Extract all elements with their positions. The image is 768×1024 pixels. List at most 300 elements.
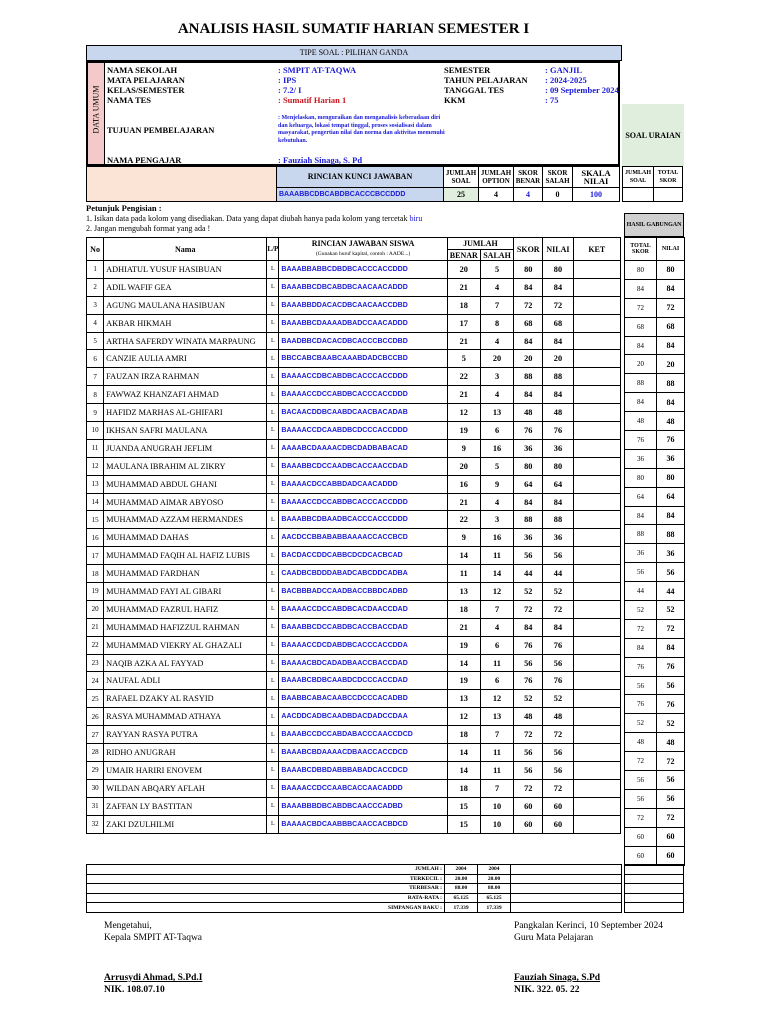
pengajar-value[interactable]: : Fauziah Sinaga, S. Pd (278, 155, 363, 165)
student-name[interactable]: MUHAMMAD AZZAM HERMANDES (104, 511, 267, 529)
uraian-jumlah-value[interactable] (622, 187, 654, 202)
student-name[interactable]: MUHAMMAD FAZRUL HAFIZ (104, 600, 267, 618)
student-name[interactable]: RAFAEL DZAKY AL RASYID (104, 690, 267, 708)
nilai-gabungan-value: 48 (657, 412, 685, 431)
table-row (87, 511, 621, 529)
col-total-skor: TOTAL SKOR (625, 238, 657, 261)
col-no: No (87, 238, 104, 261)
nilai-value: 52 (543, 690, 573, 708)
skor-value: 52 (514, 690, 543, 708)
student-name[interactable]: ZAKI DZULHILMI (104, 815, 267, 833)
student-lp[interactable]: L (267, 636, 279, 654)
table-row (87, 797, 621, 815)
student-answers[interactable]: BACDACCDDCABBCDCDCACBCAD (279, 547, 447, 565)
benar-count: 14 (447, 547, 480, 565)
student-lp[interactable]: L (267, 565, 279, 583)
skor-value: 80 (514, 457, 543, 475)
nilai-gabungan-value: 84 (657, 638, 685, 657)
student-name[interactable]: ADIL WAFIF GEA (104, 278, 267, 296)
stats-label: JUMLAH : (87, 865, 445, 875)
ket-cell[interactable] (573, 350, 620, 368)
student-name[interactable]: MAULANA IBRAHIM AL ZIKRY (104, 457, 267, 475)
skor-value: 60 (514, 815, 543, 833)
ket-cell[interactable] (573, 547, 620, 565)
student-lp[interactable]: L (267, 296, 279, 314)
side-row (625, 317, 685, 336)
side-row (625, 412, 685, 431)
col-nilai: NILAI (543, 238, 573, 261)
ket-cell[interactable] (573, 314, 620, 332)
student-answers[interactable]: BAAAACCDCCABDBCACDAACCDAD (279, 600, 447, 618)
student-answers[interactable]: AACDCCBBABABBAAAACCACCBCD (279, 529, 447, 547)
row-no: 24 (87, 672, 104, 690)
student-name[interactable]: RAYYAN RASYA PUTRA (104, 726, 267, 744)
salah-count: 6 (480, 422, 513, 440)
salah-count: 8 (480, 314, 513, 332)
kkm-value[interactable]: : 75 (545, 95, 559, 105)
stats-skor: 17.339 (445, 903, 478, 913)
total-skor-value: 56 (625, 563, 657, 582)
side-row (625, 771, 685, 790)
student-name[interactable]: FAUZAN IRZA RAHMAN (104, 368, 267, 386)
side-row (625, 431, 685, 450)
total-skor-value: 80 (625, 261, 657, 280)
student-lp[interactable]: L (267, 457, 279, 475)
row-no: 21 (87, 618, 104, 636)
side-row (625, 544, 685, 563)
benar-count: 21 (447, 386, 480, 404)
side-row (625, 525, 685, 544)
stats-nilai: 17.339 (478, 903, 511, 913)
table-row (87, 296, 621, 314)
row-no: 15 (87, 511, 104, 529)
ket-cell[interactable] (573, 761, 620, 779)
nilai-gabungan-value: 72 (657, 808, 685, 827)
nilai-gabungan-value: 20 (657, 355, 685, 374)
student-answers[interactable]: BAAABCDBBDABBBABADCACCDCD (279, 761, 447, 779)
side-row (625, 619, 685, 638)
salah-count: 7 (480, 726, 513, 744)
stats-row (87, 893, 622, 903)
nilai-gabungan-value: 36 (657, 544, 685, 563)
nilai-gabungan-value: 84 (657, 336, 685, 355)
student-answers[interactable]: BAAABBABBCDBDBCACCCACCDDD (279, 261, 447, 279)
student-lp[interactable]: L (267, 726, 279, 744)
ket-cell[interactable] (573, 583, 620, 601)
petunjuk-section (86, 203, 422, 234)
student-name[interactable]: RASYA MUHAMMAD ATHAYA (104, 708, 267, 726)
ket-cell[interactable] (573, 565, 620, 583)
tanggal-value[interactable]: : 09 September 2024 (545, 85, 619, 95)
col-rincian-label: RINCIAN JAWABAN SISWA (311, 239, 415, 248)
stats-side-cell (625, 874, 684, 884)
petunjuk-item-1: 1. Isikan data pada kolom yang disediakan. Data yang dapat diubah hanya pada kolom yang tercetak (86, 214, 410, 223)
stats-side-cell (625, 893, 684, 903)
tujuan-label: TUJUAN PEMBELAJARAN (107, 125, 215, 135)
tes-value[interactable]: : Sumatif Harian 1 (278, 95, 347, 105)
total-skor-value: 48 (625, 733, 657, 752)
side-row (625, 468, 685, 487)
total-skor-value: 88 (625, 374, 657, 393)
student-answers[interactable]: BAAAACCDCCABDBCACCCACCDDD (279, 386, 447, 404)
student-name[interactable]: MUHAMMAD ABDUL GHANI (104, 475, 267, 493)
nilai-gabungan-value: 36 (657, 449, 685, 468)
side-row (625, 582, 685, 601)
student-lp[interactable]: L (267, 600, 279, 618)
salah-count: 6 (480, 672, 513, 690)
tanggal-label: TANGGAL TES (444, 85, 504, 95)
student-name[interactable]: FAWWAZ KHANZAFI AHMAD (104, 386, 267, 404)
student-name[interactable]: ARTHA SAFERDY WINATA MARPAUNG (104, 332, 267, 350)
student-answers[interactable]: BAADBBCDACACDBCACCCBCCDBD (279, 332, 447, 350)
kunci-jawaban-section (86, 166, 679, 202)
uraian-total-value[interactable] (653, 187, 683, 202)
ket-cell[interactable] (573, 457, 620, 475)
row-no: 10 (87, 422, 104, 440)
student-answers[interactable]: BAAABBBDBCABDBCAACCCADBD (279, 797, 447, 815)
student-lp[interactable]: L (267, 547, 279, 565)
skala-nilai-value[interactable]: 100 (572, 187, 620, 202)
total-skor-value: 60 (625, 846, 657, 865)
student-name[interactable]: MUHAMMAD FAQIH AL HAFIZ LUBIS (104, 547, 267, 565)
nilai-gabungan-value: 56 (657, 676, 685, 695)
kelas-value[interactable]: : 7.2/ I (278, 85, 302, 95)
skor-value: 76 (514, 672, 543, 690)
nama-sekolah-value[interactable]: : SMPIT AT-TAQWA (278, 65, 357, 75)
ket-cell[interactable] (573, 815, 620, 833)
row-no: 25 (87, 690, 104, 708)
student-lp[interactable]: L (267, 797, 279, 815)
student-answers[interactable]: AAAABCDAAAACDBCDADBABACAD (279, 439, 447, 457)
student-lp[interactable]: L (267, 583, 279, 601)
skor-value: 48 (514, 708, 543, 726)
student-answers[interactable]: CAADBCBDDDABADCABCDDCADBA (279, 565, 447, 583)
ket-cell[interactable] (573, 654, 620, 672)
ket-cell[interactable] (573, 708, 620, 726)
total-skor-value: 72 (625, 298, 657, 317)
student-name[interactable]: CANZIE AULIA AMRI (104, 350, 267, 368)
side-row (625, 298, 685, 317)
total-skor-value: 56 (625, 789, 657, 808)
ket-cell[interactable] (573, 600, 620, 618)
ket-cell[interactable] (573, 690, 620, 708)
student-answers[interactable]: BACAACDDBCAABDCAACBACADAB (279, 404, 447, 422)
row-no: 18 (87, 565, 104, 583)
student-lp[interactable]: L (267, 493, 279, 511)
skor-value: 48 (514, 404, 543, 422)
nilai-value: 72 (543, 296, 573, 314)
benar-count: 19 (447, 422, 480, 440)
total-skor-value: 84 (625, 336, 657, 355)
benar-count: 13 (447, 583, 480, 601)
student-answers[interactable]: BAAAACCDCCAABCACCAACADDD (279, 779, 447, 797)
student-lp[interactable]: L (267, 815, 279, 833)
row-no: 3 (87, 296, 104, 314)
table-row (87, 815, 621, 833)
table-row (87, 726, 621, 744)
student-answers[interactable]: BAAABBCDBAADBCACCCACCCDDD (279, 511, 447, 529)
nilai-gabungan-value: 72 (657, 752, 685, 771)
student-answers[interactable]: BAAABCBDAAAACDBAACCACCDCD (279, 744, 447, 762)
student-lp[interactable]: L (267, 511, 279, 529)
student-name[interactable]: IKHSAN SAFRI MAULANA (104, 422, 267, 440)
row-no: 29 (87, 761, 104, 779)
salah-count: 7 (480, 296, 513, 314)
student-answers[interactable]: BBCCABCBAABCAAABDADCBCCBD (279, 350, 447, 368)
student-lp[interactable]: L (267, 314, 279, 332)
side-row (625, 393, 685, 412)
student-lp[interactable]: L (267, 350, 279, 368)
nilai-gabungan-value: 72 (657, 298, 685, 317)
ket-cell[interactable] (573, 332, 620, 350)
student-answers[interactable]: BAAABCCDCCABDABACCCAACCDCD (279, 726, 447, 744)
col-jumlah: JUMLAH (447, 238, 513, 250)
table-row (87, 404, 621, 422)
student-answers[interactable]: BAAABBCDCCAADBCACCAACCDAD (279, 457, 447, 475)
stats-side-cell (625, 865, 684, 875)
student-lp[interactable]: L (267, 475, 279, 493)
row-no: 17 (87, 547, 104, 565)
nilai-value: 84 (543, 493, 573, 511)
stats-row (87, 874, 622, 884)
student-name[interactable]: NAQIB AZKA AL FAYYAD (104, 654, 267, 672)
student-lp[interactable]: L (267, 422, 279, 440)
student-lp[interactable]: L (267, 654, 279, 672)
student-lp[interactable]: L (267, 744, 279, 762)
student-lp[interactable]: L (267, 332, 279, 350)
student-answers[interactable]: BAAAACBDCAABBBCAACCACBDCD (279, 815, 447, 833)
student-lp[interactable]: L (267, 386, 279, 404)
student-answers[interactable]: BAAAACBDCADADBAACCBACCDAD (279, 654, 447, 672)
stats-skor: 88.00 (445, 884, 478, 894)
student-name[interactable]: ADHIATUL YUSUF HASIBUAN (104, 261, 267, 279)
row-no: 11 (87, 439, 104, 457)
student-answers[interactable]: BAAABBCDCCABDBCACCBACCDAD (279, 618, 447, 636)
student-answers[interactable]: BAAABCBDBCAABDCDCCCACCDAD (279, 672, 447, 690)
student-name[interactable]: MUHAMMAD FARDHAN (104, 565, 267, 583)
skor-value: 60 (514, 797, 543, 815)
student-name[interactable]: MUHAMMAD HAFIZZUL RAHMAN (104, 618, 267, 636)
semester-value[interactable]: : GANJIL (545, 65, 583, 75)
salah-count: 11 (480, 547, 513, 565)
ket-cell[interactable] (573, 726, 620, 744)
table-row (87, 618, 621, 636)
student-lp[interactable]: L (267, 708, 279, 726)
ket-cell[interactable] (573, 368, 620, 386)
nilai-value: 44 (543, 565, 573, 583)
mapel-value[interactable]: : IPS (278, 75, 297, 85)
side-row (625, 563, 685, 582)
statistics-table (86, 864, 622, 913)
ket-cell[interactable] (573, 511, 620, 529)
table-row (87, 583, 621, 601)
student-answers[interactable]: BAAAACCDCAABDBCDCCCACCDDD (279, 422, 447, 440)
ket-cell[interactable] (573, 296, 620, 314)
student-answers[interactable]: BAAAACCDCDABDBCACCCACCDDA (279, 636, 447, 654)
table-row (87, 600, 621, 618)
student-name[interactable]: MUHAMMAD DAHAS (104, 529, 267, 547)
side-row (625, 355, 685, 374)
ket-cell[interactable] (573, 493, 620, 511)
ket-cell[interactable] (573, 636, 620, 654)
student-name[interactable]: MUHAMMAD VIEKRY AL GHAZALI (104, 636, 267, 654)
student-name[interactable]: WILDAN ABQARY AFLAH (104, 779, 267, 797)
student-answers[interactable]: AACDDCADBCAADBDACDADCCDAA (279, 708, 447, 726)
kunci-label: RINCIAN KUNCI JAWABAN (276, 166, 444, 188)
tujuan-value[interactable]: : Menjelaskan, menguraikan dan menganalisis keberadaan diri dan keluarga, lokasi tempat tinggal, proses sosialisasi dalam masyarakat, pengertian nilai dan norma dan aktivitas memenuhi kebutuhan. (278, 115, 445, 144)
benar-count: 18 (447, 296, 480, 314)
ket-cell[interactable] (573, 744, 620, 762)
salah-count: 10 (480, 815, 513, 833)
skor-value: 84 (514, 493, 543, 511)
row-no: 32 (87, 815, 104, 833)
row-no: 5 (87, 332, 104, 350)
student-name[interactable]: MUHAMMAD FAYI AL GIBARI (104, 583, 267, 601)
ket-cell[interactable] (573, 439, 620, 457)
student-lp[interactable]: L (267, 278, 279, 296)
student-name[interactable]: JUANDA ANUGRAH JEFLIM (104, 439, 267, 457)
student-answers[interactable]: BAAABBDDACACDBCAACAACCDBD (279, 296, 447, 314)
total-skor-value: 20 (625, 355, 657, 374)
table-row (87, 565, 621, 583)
tahun-value[interactable]: : 2024-2025 (545, 75, 587, 85)
benar-count: 14 (447, 744, 480, 762)
total-skor-value: 52 (625, 601, 657, 620)
student-answers[interactable]: BAAAACCDBCABDBCACCCACCDDD (279, 368, 447, 386)
student-lp[interactable]: L (267, 404, 279, 422)
mapel-label: MATA PELAJARAN (107, 75, 185, 85)
total-skor-value: 80 (625, 468, 657, 487)
student-name[interactable]: MUHAMMAD AIMAR ABYOSO (104, 493, 267, 511)
student-answers[interactable]: BACBBBADCCAADBACCBBDCADBD (279, 583, 447, 601)
salah-count: 10 (480, 797, 513, 815)
side-row (625, 714, 685, 733)
table-row (87, 744, 621, 762)
skor-value: 56 (514, 744, 543, 762)
student-lp[interactable]: L (267, 779, 279, 797)
student-name[interactable]: HAFIDZ MARHAS AL-GHIFARI (104, 404, 267, 422)
col-benar: BENAR (447, 250, 480, 261)
benar-count: 16 (447, 475, 480, 493)
student-lp[interactable]: L (267, 618, 279, 636)
salah-count: 3 (480, 511, 513, 529)
student-lp[interactable]: L (267, 690, 279, 708)
student-lp[interactable]: L (267, 261, 279, 279)
student-answers[interactable]: BAAABBCDAAAADBADCCAACADDD (279, 314, 447, 332)
total-skor-value: 36 (625, 544, 657, 563)
ket-cell[interactable] (573, 475, 620, 493)
student-lp[interactable]: L (267, 368, 279, 386)
nilai-value: 20 (543, 350, 573, 368)
side-row (625, 846, 685, 865)
benar-count: 11 (447, 565, 480, 583)
salah-count: 6 (480, 636, 513, 654)
ket-cell[interactable] (573, 672, 620, 690)
stats-label: SIMPANGAN BAKU : (87, 903, 445, 913)
ket-cell[interactable] (573, 797, 620, 815)
pengajar-label: NAMA PENGAJAR (107, 155, 182, 165)
total-skor-value: 84 (625, 393, 657, 412)
jumlah-option-value[interactable]: 4 (478, 187, 514, 202)
total-skor-value: 76 (625, 657, 657, 676)
nilai-value: 72 (543, 726, 573, 744)
student-lp[interactable]: L (267, 439, 279, 457)
table-row (87, 636, 621, 654)
row-no: 31 (87, 797, 104, 815)
nilai-gabungan-value: 84 (657, 393, 685, 412)
salah-count: 20 (480, 350, 513, 368)
sign-right-nik: NIK. 322. 05. 22 (514, 985, 580, 995)
skor-value: 44 (514, 565, 543, 583)
skor-value: 72 (514, 296, 543, 314)
side-row (625, 261, 685, 280)
stats-skor: 2004 (445, 865, 478, 875)
benar-count: 22 (447, 368, 480, 386)
salah-count: 4 (480, 386, 513, 404)
table-row (87, 386, 621, 404)
col-rincian (279, 238, 447, 261)
h-uraian-jumlah: JUMLAH SOAL (622, 166, 654, 188)
nilai-value: 36 (543, 439, 573, 457)
student-lp[interactable]: L (267, 529, 279, 547)
petunjuk-item-2: 2. Jangan mengubah format yang ada ! (86, 224, 211, 233)
nilai-gabungan-value: 68 (657, 317, 685, 336)
ket-cell[interactable] (573, 278, 620, 296)
kkm-label: KKM (444, 95, 466, 105)
student-name[interactable]: ZAFFAN LY BASTITAN (104, 797, 267, 815)
student-name[interactable]: AKBAR HIKMAH (104, 314, 267, 332)
student-answers[interactable]: BAAABBCDBCABDBCAACAACADDD (279, 278, 447, 296)
ket-cell[interactable] (573, 618, 620, 636)
row-no: 23 (87, 654, 104, 672)
skor-benar-value[interactable]: 4 (513, 187, 543, 202)
student-name[interactable]: UMAIR HARIRI ENOVEM (104, 761, 267, 779)
skor-salah-value[interactable]: 0 (542, 187, 573, 202)
skor-value: 56 (514, 761, 543, 779)
ket-cell[interactable] (573, 422, 620, 440)
salah-count: 11 (480, 744, 513, 762)
ket-cell[interactable] (573, 386, 620, 404)
nilai-value: 84 (543, 386, 573, 404)
ket-cell[interactable] (573, 529, 620, 547)
table-row (87, 350, 621, 368)
kunci-jawaban-value[interactable]: BAAABBCDBCABDBCACCCBCCDDD (276, 187, 444, 202)
total-skor-value: 56 (625, 676, 657, 695)
student-answers[interactable]: BAAAACCDCCABDBCACCCACCDDD (279, 493, 447, 511)
nilai-gabungan-value: 52 (657, 714, 685, 733)
skor-value: 20 (514, 350, 543, 368)
student-answers[interactable]: BAAAACDCCABBDADCAACADDD (279, 475, 447, 493)
student-name[interactable]: AGUNG MAULANA HASIBUAN (104, 296, 267, 314)
benar-count: 12 (447, 404, 480, 422)
side-row (625, 789, 685, 808)
row-no: 27 (87, 726, 104, 744)
stats-empty (511, 865, 622, 875)
salah-count: 7 (480, 600, 513, 618)
ket-cell[interactable] (573, 404, 620, 422)
ket-cell[interactable] (573, 261, 620, 279)
data-umum-label: DATA UMUM (91, 85, 101, 134)
skor-value: 88 (514, 511, 543, 529)
student-name[interactable]: NAUFAL ADLI (104, 672, 267, 690)
student-lp[interactable]: L (267, 672, 279, 690)
nilai-gabungan-value: 76 (657, 431, 685, 450)
ket-cell[interactable] (573, 779, 620, 797)
student-name[interactable]: RIDHO ANUGRAH (104, 744, 267, 762)
student-lp[interactable]: L (267, 761, 279, 779)
sign-left-nik: NIK. 108.07.10 (104, 985, 165, 995)
student-answers[interactable]: BAABBCABACAABCCDCCCACADBD (279, 690, 447, 708)
